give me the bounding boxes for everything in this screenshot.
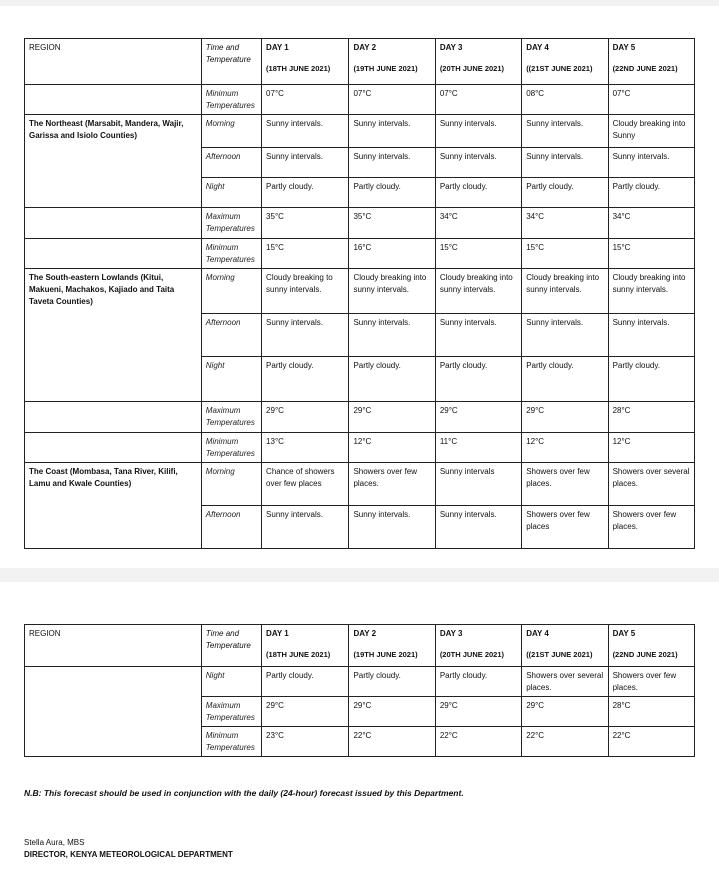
forecast-cell: Partly cloudy. <box>349 178 435 208</box>
day-header: DAY 4 ((21ST JUNE 2021) <box>522 39 608 85</box>
table-row <box>25 239 695 269</box>
forecast-cell: Showers over few places. <box>608 506 694 549</box>
forecast-cell: Sunny intervals. <box>435 148 521 178</box>
time-header: Time and Temperature <box>201 625 261 667</box>
forecast-cell: 29°C <box>435 697 521 727</box>
forecast-cell: Chance of showers over few places <box>262 463 349 506</box>
forecast-cell: 22°C <box>435 727 521 757</box>
region-cell <box>25 239 202 269</box>
forecast-cell: Partly cloudy. <box>349 667 435 697</box>
forecast-cell: 34°C <box>435 208 521 239</box>
time-period-cell: Maximum Temperatures <box>201 402 261 433</box>
region-cell <box>25 85 202 115</box>
time-period-cell: Afternoon <box>201 506 261 549</box>
forecast-cell: Sunny intervals. <box>349 506 435 549</box>
time-period-cell: Morning <box>201 463 261 506</box>
forecast-cell: Sunny intervals. <box>262 115 349 148</box>
forecast-cell: 07°C <box>608 85 694 115</box>
day-header: DAY 1 (18TH JUNE 2021) <box>262 39 349 85</box>
forecast-cell: 07°C <box>262 85 349 115</box>
forecast-cell: Sunny intervals <box>435 463 521 506</box>
region-cell <box>25 208 202 239</box>
forecast-cell: Cloudy breaking into sunny intervals. <box>608 269 694 314</box>
table-row <box>25 402 695 433</box>
forecast-cell: Sunny intervals. <box>262 148 349 178</box>
forecast-cell: 16°C <box>349 239 435 269</box>
time-period-cell: Minimum Temperatures <box>201 433 261 463</box>
forecast-cell: Partly cloudy. <box>608 357 694 402</box>
forecast-cell: 29°C <box>522 402 608 433</box>
forecast-cell: 29°C <box>349 402 435 433</box>
day-header: DAY 3 (20TH JUNE 2021) <box>435 625 521 667</box>
forecast-cell: 29°C <box>349 697 435 727</box>
forecast-cell: Cloudy breaking into sunny intervals. <box>435 269 521 314</box>
time-period-cell: Night <box>201 667 261 697</box>
forecast-cell: 28°C <box>608 697 694 727</box>
region-cell: The Northeast (Marsabit, Mandera, Wajir, Garissa and Isiolo Counties) <box>25 115 202 208</box>
signatory-title: DIRECTOR, KENYA METEOROLOGICAL DEPARTMENT <box>24 850 233 859</box>
forecast-table-page-1 <box>24 38 695 549</box>
forecast-cell: 29°C <box>522 697 608 727</box>
forecast-cell: 22°C <box>608 727 694 757</box>
table-row <box>25 667 695 697</box>
table-row <box>25 208 695 239</box>
forecast-cell: Partly cloudy. <box>435 178 521 208</box>
region-header: REGION <box>25 39 202 85</box>
region-header: REGION <box>25 625 202 667</box>
region-cell: The Coast (Mombasa, Tana River, Kilifi, Lamu and Kwale Counties) <box>25 463 202 549</box>
forecast-cell: 15°C <box>608 239 694 269</box>
forecast-cell: Partly cloudy. <box>435 667 521 697</box>
forecast-note: N.B: This forecast should be used in conjunction with the daily (24-hour) forecast issued by this Department. <box>24 788 464 798</box>
time-period-cell: Maximum Temperatures <box>201 697 261 727</box>
forecast-cell: 35°C <box>262 208 349 239</box>
table-row <box>25 269 695 314</box>
region-cell <box>25 667 202 757</box>
forecast-cell: 12°C <box>349 433 435 463</box>
forecast-cell: Cloudy breaking into Sunny <box>608 115 694 148</box>
forecast-cell: 35°C <box>349 208 435 239</box>
forecast-cell: Sunny intervals. <box>262 314 349 357</box>
forecast-cell: 07°C <box>349 85 435 115</box>
forecast-cell: Partly cloudy. <box>435 357 521 402</box>
forecast-cell: 07°C <box>435 85 521 115</box>
forecast-cell: 13°C <box>262 433 349 463</box>
forecast-cell: 22°C <box>349 727 435 757</box>
forecast-cell: Sunny intervals. <box>522 115 608 148</box>
forecast-cell: Sunny intervals. <box>522 314 608 357</box>
time-header: Time and Temperature <box>201 39 261 85</box>
time-period-cell: Night <box>201 178 261 208</box>
signatory-name: Stella Aura, MBS <box>24 838 85 847</box>
time-period-cell: Afternoon <box>201 148 261 178</box>
table-header-row <box>25 625 695 667</box>
forecast-cell: 28°C <box>608 402 694 433</box>
forecast-cell: Partly cloudy. <box>522 178 608 208</box>
forecast-cell: Sunny intervals. <box>349 148 435 178</box>
day-header: DAY 2 (19TH JUNE 2021) <box>349 39 435 85</box>
time-period-cell: Morning <box>201 269 261 314</box>
forecast-cell: Partly cloudy. <box>262 667 349 697</box>
document-page-1 <box>0 6 719 568</box>
forecast-cell: Showers over few places <box>522 506 608 549</box>
region-cell: The South-eastern Lowlands (Kitui, Makueni, Machakos, Kajiado and Taita Taveta Counties) <box>25 269 202 402</box>
forecast-cell: Sunny intervals. <box>262 506 349 549</box>
forecast-cell: Cloudy breaking into sunny intervals. <box>522 269 608 314</box>
table-row <box>25 115 695 148</box>
forecast-cell: 34°C <box>522 208 608 239</box>
forecast-cell: Showers over several places. <box>608 463 694 506</box>
day-header: DAY 3 (20TH JUNE 2021) <box>435 39 521 85</box>
day-header: DAY 5 (22ND JUNE 2021) <box>608 625 694 667</box>
forecast-cell: Sunny intervals. <box>435 314 521 357</box>
forecast-cell: 23°C <box>262 727 349 757</box>
time-period-cell: Afternoon <box>201 314 261 357</box>
forecast-cell: Sunny intervals. <box>522 148 608 178</box>
forecast-cell: 08°C <box>522 85 608 115</box>
time-period-cell: Morning <box>201 115 261 148</box>
forecast-cell: Cloudy breaking to sunny intervals. <box>262 269 349 314</box>
day-header: DAY 1 (18TH JUNE 2021) <box>262 625 349 667</box>
forecast-cell: Sunny intervals. <box>435 506 521 549</box>
forecast-cell: Sunny intervals. <box>349 314 435 357</box>
forecast-cell: 15°C <box>262 239 349 269</box>
forecast-cell: Sunny intervals. <box>349 115 435 148</box>
forecast-cell: Showers over few places. <box>608 667 694 697</box>
forecast-cell: Partly cloudy. <box>262 357 349 402</box>
time-period-cell: Minimum Temperatures <box>201 727 261 757</box>
forecast-cell: Sunny intervals. <box>608 314 694 357</box>
forecast-cell: 15°C <box>435 239 521 269</box>
day-header: DAY 5 (22ND JUNE 2021) <box>608 39 694 85</box>
forecast-cell: Showers over few places. <box>522 463 608 506</box>
region-cell <box>25 402 202 433</box>
forecast-cell: Sunny intervals. <box>435 115 521 148</box>
forecast-cell: Sunny intervals. <box>608 148 694 178</box>
forecast-cell: Showers over several places. <box>522 667 608 697</box>
forecast-cell: 34°C <box>608 208 694 239</box>
table-header-row <box>25 39 695 85</box>
forecast-cell: Cloudy breaking into sunny intervals. <box>349 269 435 314</box>
forecast-cell: 12°C <box>608 433 694 463</box>
time-period-cell: Minimum Temperatures <box>201 239 261 269</box>
forecast-cell: Showers over few places. <box>349 463 435 506</box>
forecast-cell: 15°C <box>522 239 608 269</box>
day-header: DAY 4 ((21ST JUNE 2021) <box>522 625 608 667</box>
table-row <box>25 85 695 115</box>
time-period-cell: Minimum Temperatures <box>201 85 261 115</box>
forecast-cell: Partly cloudy. <box>608 178 694 208</box>
document-page-2 <box>0 582 719 884</box>
forecast-cell: 29°C <box>262 402 349 433</box>
forecast-cell: 11°C <box>435 433 521 463</box>
forecast-cell: Partly cloudy. <box>522 357 608 402</box>
forecast-cell: Partly cloudy. <box>349 357 435 402</box>
forecast-cell: 29°C <box>435 402 521 433</box>
forecast-cell: Partly cloudy. <box>262 178 349 208</box>
table-row <box>25 433 695 463</box>
day-header: DAY 2 (19TH JUNE 2021) <box>349 625 435 667</box>
time-period-cell: Night <box>201 357 261 402</box>
region-cell <box>25 433 202 463</box>
forecast-cell: 12°C <box>522 433 608 463</box>
forecast-cell: 22°C <box>522 727 608 757</box>
time-period-cell: Maximum Temperatures <box>201 208 261 239</box>
forecast-cell: 29°C <box>262 697 349 727</box>
table-row <box>25 463 695 506</box>
forecast-table-page-2 <box>24 624 695 757</box>
